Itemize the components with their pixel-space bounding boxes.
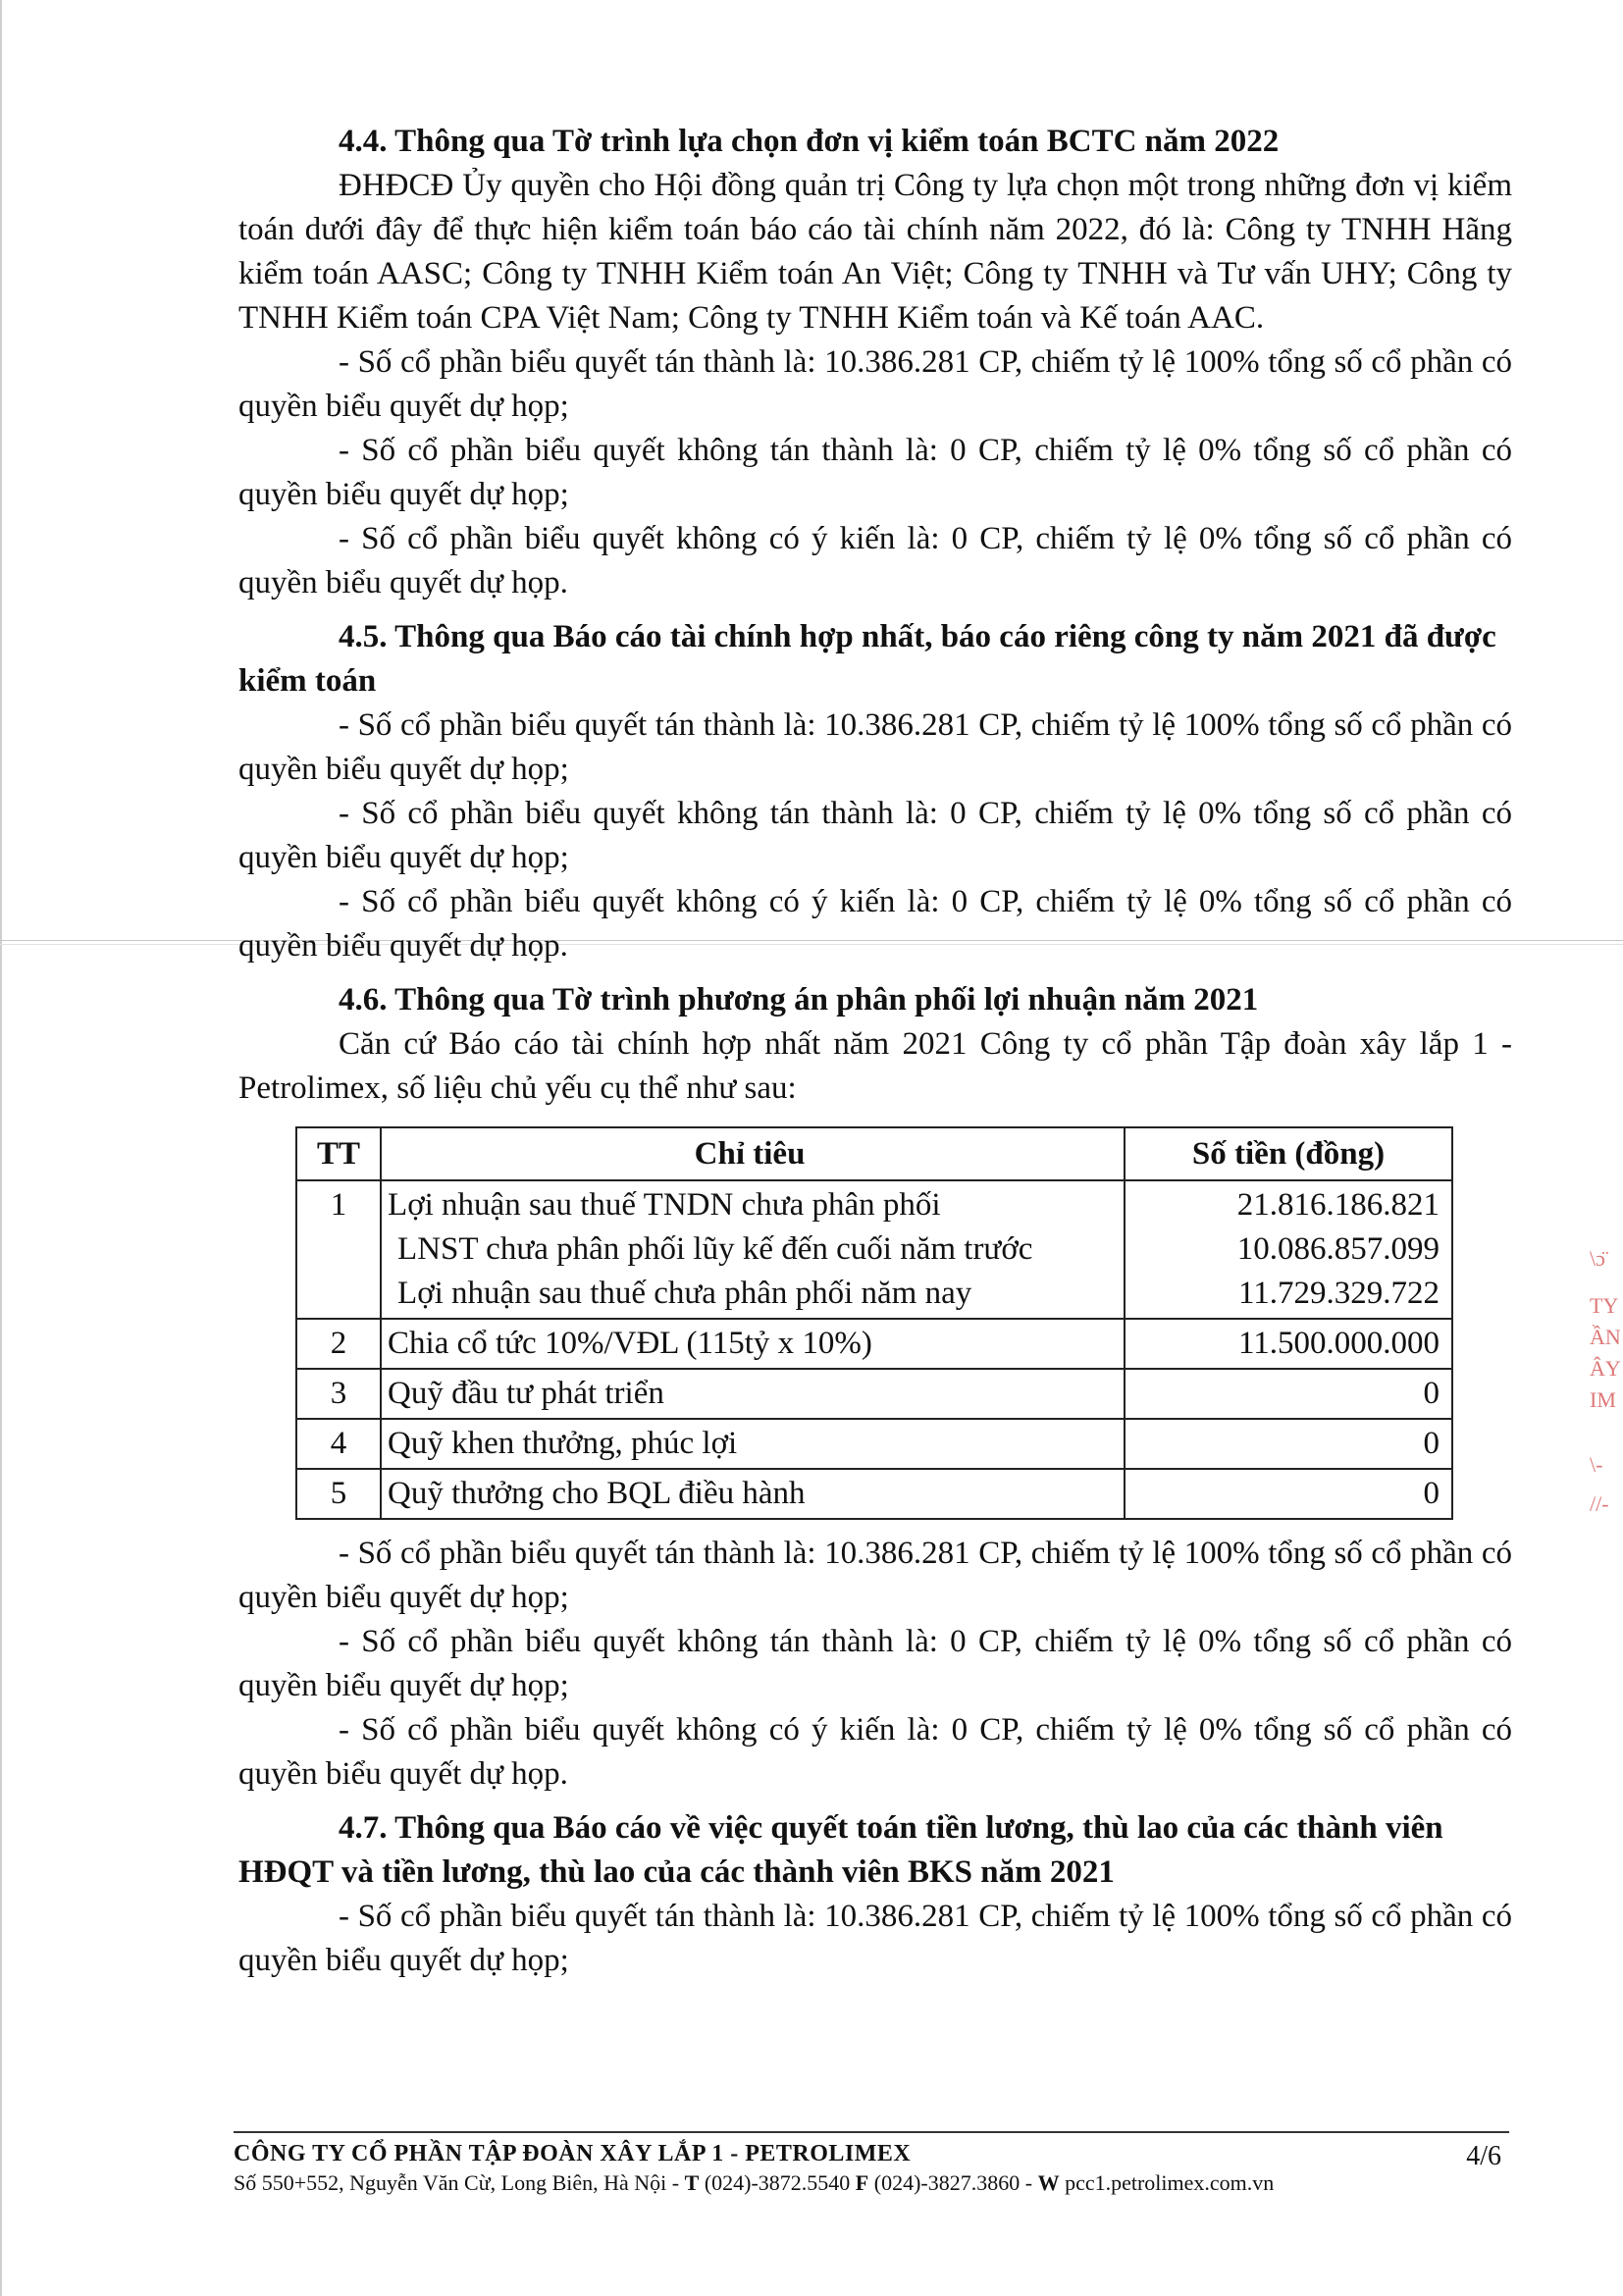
row-number: 1 [296,1180,381,1319]
footer-fax: (024)-3827.3860 - [873,2170,1033,2195]
row-number: 4 [296,1419,381,1469]
table-header-row [296,1127,1452,1180]
footer-divider [234,2131,1509,2133]
section-4-6-intro: Căn cứ Báo cáo tài chính hợp nhất năm 2021 Công ty cổ phần Tập đoàn xây lắp 1 - Petrolimex, số liệu chủ yếu cụ thể như sau: [238,1026,1512,1106]
vote-abstain: - Số cổ phần biểu quyết không có ý kiến là: 0 CP, chiếm tỷ lệ 0% tổng số cổ phần có quyền biểu quyết dự họp. [238,1712,1512,1792]
section-heading-4-4: 4.4. Thông qua Tờ trình lựa chọn đơn vị kiểm toán BCTC năm 2022 [339,124,1280,159]
row-indicator: Lợi nhuận sau thuế TNDN chưa phân phối [388,1187,941,1223]
section-heading-4-6: 4.6. Thông qua Tờ trình phương án phân phối lợi nhuận năm 2021 [339,982,1259,1018]
row-indicator: Quỹ thưởng cho BQL điều hành [381,1469,1125,1519]
phone-label: T [684,2170,700,2195]
row-amount-cell [1125,1180,1452,1319]
table-row [296,1469,1452,1519]
row-number: 3 [296,1369,381,1419]
section-heading-4-7: 4.7. Thông qua Báo cáo về việc quyết toán tiền lương, thù lao của các thành viên HĐQT và tiền lương, thù lao của các thành viên BKS năm 2021 [238,1810,1443,1890]
vote-disapprove: - Số cổ phần biểu quyết không tán thành là: 0 CP, chiếm tỷ lệ 0% tổng số cổ phần có quyền biểu quyết dự họp; [238,1624,1512,1703]
row-number: 5 [296,1469,381,1519]
footer-phone: (024)-3872.5540 [704,2170,851,2195]
fax-label: F [855,2170,869,2195]
row-indicator-cell [381,1180,1125,1319]
footer-address: Số 550+552, Nguyễn Văn Cừ, Long Biên, Hà Nội - [234,2170,680,2195]
vote-approve: - Số cổ phần biểu quyết tán thành là: 10.386.281 CP, chiếm tỷ lệ 100% tổng số cổ phần có quyền biểu quyết dự họp; [238,344,1512,424]
red-stamp-fragment [1588,1246,1623,1570]
vote-abstain: - Số cổ phần biểu quyết không có ý kiến là: 0 CP, chiếm tỷ lệ 0% tổng số cổ phần có quyền biểu quyết dự họp. [238,884,1512,964]
stamp-text: ẦN [1590,1325,1621,1349]
section-heading-4-5: 4.5. Thông qua Báo cáo tài chính hợp nhất, báo cáo riêng công ty năm 2021 đã được kiểm toán [238,619,1496,699]
footer-company-name: CÔNG TY CỔ PHẦN TẬP ĐOÀN XÂY LẮP 1 - PETROLIMEX [234,2141,912,2166]
page-number: 4/6 [1466,2141,1501,2171]
stamp-text: ÂY [1590,1356,1621,1381]
row-indicator: Chia cổ tức 10%/VĐL (115tỷ x 10%) [381,1319,1125,1369]
page-edge [0,0,2,2296]
document-body [238,120,1512,1983]
profit-distribution-table [295,1126,1453,1520]
row-amount: 11.729.329.722 [1237,1276,1440,1311]
table-row [296,1369,1452,1419]
footer-contact [234,2168,1509,2198]
vote-approve: - Số cổ phần biểu quyết tán thành là: 10.386.281 CP, chiếm tỷ lệ 100% tổng số cổ phần có quyền biểu quyết dự họp; [238,1899,1512,1978]
stamp-text: TY [1590,1293,1619,1318]
row-amount: 21.816.186.821 [1236,1187,1440,1223]
row-amount: 0 [1125,1469,1452,1519]
row-amount: 0 [1125,1419,1452,1469]
table-row [296,1319,1452,1369]
row-sub-indicator: LNST chưa phân phối lũy kế đến cuối năm trước [397,1231,1033,1267]
table-row [296,1180,1452,1319]
vote-approve: - Số cổ phần biểu quyết tán thành là: 10.386.281 CP, chiếm tỷ lệ 100% tổng số cổ phần có quyền biểu quyết dự họp; [238,1536,1512,1615]
web-label: W [1037,2170,1060,2195]
column-header-indicator: Chỉ tiêu [381,1127,1125,1180]
vote-abstain: - Số cổ phần biểu quyết không có ý kiến là: 0 CP, chiếm tỷ lệ 0% tổng số cổ phần có quyền biểu quyết dự họp. [238,521,1512,600]
vote-approve: - Số cổ phần biểu quyết tán thành là: 10.386.281 CP, chiếm tỷ lệ 100% tổng số cổ phần có quyền biểu quyết dự họp; [238,707,1512,787]
row-sub-indicator: Lợi nhuận sau thuế chưa phân phối năm nay [397,1276,972,1311]
row-amount: 11.500.000.000 [1125,1319,1452,1369]
vote-disapprove: - Số cổ phần biểu quyết không tán thành là: 0 CP, chiếm tỷ lệ 0% tổng số cổ phần có quyền biểu quyết dự họp; [238,796,1512,875]
row-amount: 0 [1125,1369,1452,1419]
footer-website: pcc1.petrolimex.com.vn [1065,2170,1275,2195]
column-header-tt: TT [296,1127,381,1180]
column-header-amount: Số tiền (đồng) [1125,1127,1452,1180]
stamp-text: IM [1590,1387,1616,1412]
row-amount: 10.086.857.099 [1236,1231,1440,1267]
vote-disapprove: - Số cổ phần biểu quyết không tán thành là: 0 CP, chiếm tỷ lệ 0% tổng số cổ phần có quyền biểu quyết dự họp; [238,433,1512,512]
stamp-text: \ɔ̈ [1590,1246,1605,1271]
section-4-4-intro: ĐHĐCĐ Ủy quyền cho Hội đồng quản trị Công ty lựa chọn một trong những đơn vị kiểm toán dưới đây để thực hiện kiểm toán báo cáo tài chính năm 2022, đó là: Công ty TNHH Hãng kiểm toán AASC; Công ty TNHH Kiểm toán An Việt; Công ty TNHH và Tư vấn UHY; Công ty TNHH Kiểm toán CPA Việt Nam; Công ty TNHH Kiểm toán và Kế toán AAC. [238,168,1512,336]
row-indicator: Quỹ đầu tư phát triển [381,1369,1125,1419]
row-indicator: Quỹ khen thưởng, phúc lợi [381,1419,1125,1469]
stamp-text: //- [1590,1491,1609,1516]
row-number: 2 [296,1319,381,1369]
stamp-text: \- [1590,1452,1603,1477]
table-row [296,1419,1452,1469]
page-footer [234,2131,1509,2198]
